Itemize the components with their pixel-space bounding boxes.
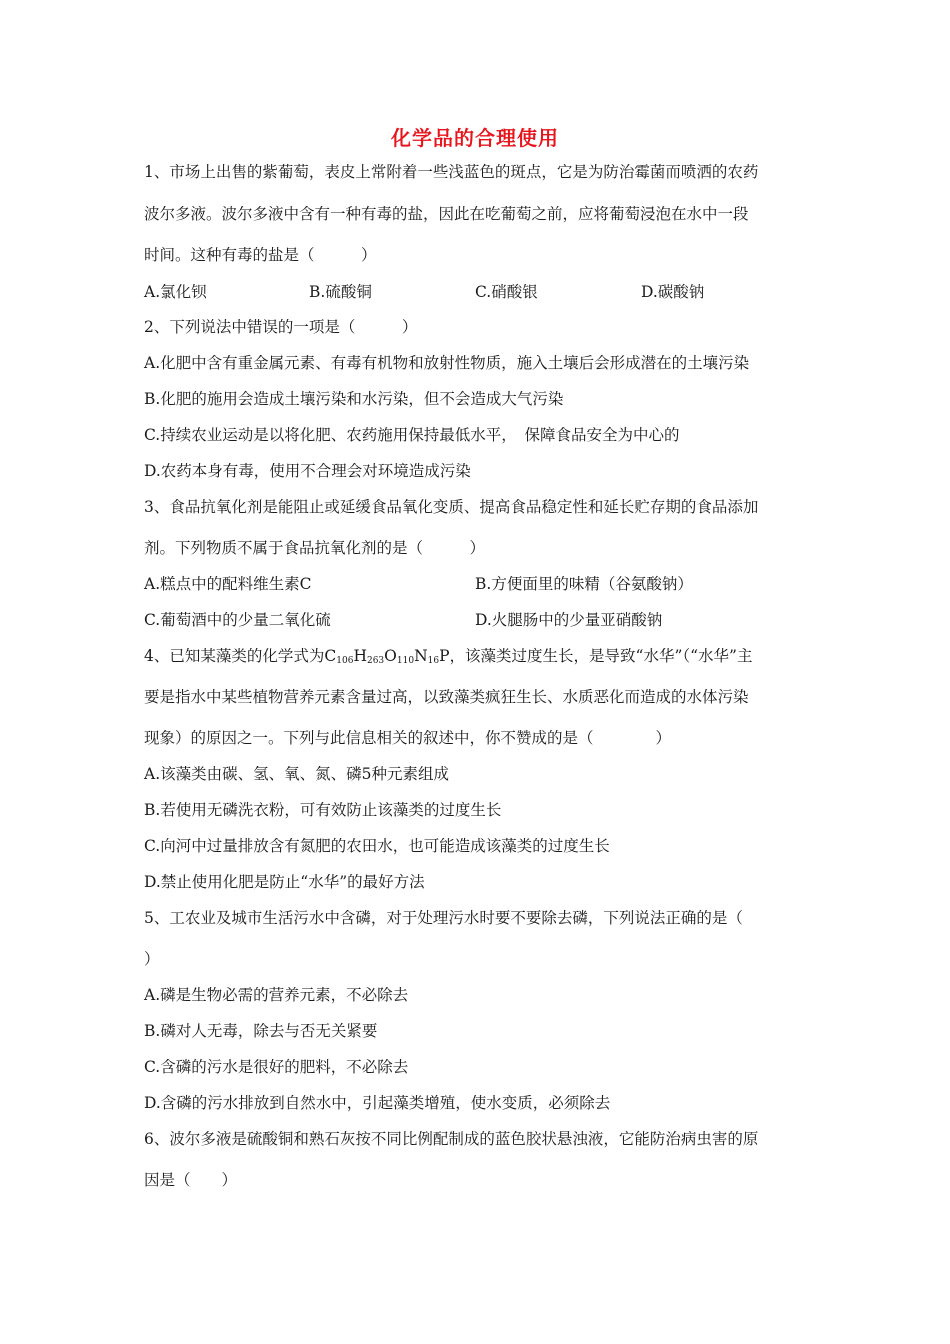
- q4-stem-line-2: 要是指水中某些植物营养元素含量过高，以致藻类疯狂生长、水质恶化而造成的水体污染: [144, 688, 749, 706]
- page-title: 化学品的合理使用: [391, 126, 559, 150]
- q5-option-d: D.含磷的污水排放到自然水中，引起藻类增殖，使水变质，必须除去: [144, 1094, 611, 1112]
- q1-stem-line-2: 波尔多液。波尔多液中含有一种有毒的盐，因此在吃葡萄之前，应将葡萄浸泡在水中一段: [144, 205, 749, 223]
- q4-formula: $C_{106}H_{263}O_{110}N_{16}P$: [324, 647, 450, 666]
- q3-stem-line-1: 3、食品抗氧化剂是能阻止或延缓食品氧化变质、提高食品稳定性和延长贮存期的食品添加: [144, 498, 759, 516]
- q2-option-c: C.持续农业运动是以将化肥、农药施用保持最低水平， 保障食品安全为中心的: [144, 426, 680, 444]
- q1-stem-line-3: 时间。这种有毒的盐是（ ）: [144, 246, 377, 264]
- q1-stem-line-1: 1、市场上出售的紫葡萄，表皮上常附着一些浅蓝色的斑点，它是为防治霉菌而喷洒的农药: [144, 163, 759, 181]
- q1-option-a: A.氯化钡: [144, 283, 207, 301]
- q4-stem-line-3: 现象）的原因之一。下列与此信息相关的叙述中，你不赞成的是（ ）: [144, 729, 672, 747]
- q3-option-c: C.葡萄酒中的少量二氧化硫: [144, 611, 331, 629]
- q6-stem-line-1: 6、波尔多液是硫酸铜和熟石灰按不同比例配制成的蓝色胶状悬浊液，它能防治病虫害的原: [144, 1130, 759, 1148]
- q5-stem-line-1: 5、工农业及城市生活污水中含磷，对于处理污水时要不要除去磷，下列说法正确的是（: [144, 909, 743, 927]
- q1-option-b: B.硫酸铜: [309, 283, 372, 301]
- q1-option-d: D.碳酸钠: [641, 283, 705, 301]
- q1-option-c: C.硝酸银: [475, 283, 538, 301]
- q4-option-b: B.若使用无磷洗衣粉，可有效防止该藻类的过度生长: [144, 801, 502, 819]
- q5-stem-line-2: ）: [144, 950, 160, 968]
- q4-suffix: ，该藻类过度生长，是导致“水华”（“水华”主: [449, 647, 753, 665]
- q5-option-b: B.磷对人无毒，除去与否无关紧要: [144, 1022, 378, 1040]
- q2-stem: 2、下列说法中错误的一项是（ ）: [144, 318, 418, 336]
- q4-option-d: D.禁止使用化肥是防止“水华”的最好方法: [144, 873, 425, 891]
- q4-option-c: C.向河中过量排放含有氮肥的农田水，也可能造成该藻类的过度生长: [144, 837, 610, 855]
- q4-prefix: 4、已知某藻类的化学式为: [144, 647, 325, 665]
- q4-stem-line-1: [144, 646, 752, 671]
- q6-stem-line-2: 因是（ ）: [144, 1171, 238, 1189]
- q2-option-d: D.农药本身有毒，使用不合理会对环境造成污染: [144, 462, 471, 480]
- q5-option-a: A.磷是生物必需的营养元素，不必除去: [144, 986, 409, 1004]
- q2-option-b: B.化肥的施用会造成土壤污染和水污染，但不会造成大气污染: [144, 390, 564, 408]
- q4-option-a: A.该藻类由碳、氢、氧、氮、磷5种元素组成: [144, 765, 449, 783]
- q3-option-d: D.火腿肠中的少量亚硝酸钠: [475, 611, 663, 629]
- q3-option-a: A.糕点中的配料维生素C: [144, 575, 312, 593]
- q5-option-c: C.含磷的污水是很好的肥料，不必除去: [144, 1058, 409, 1076]
- q3-stem-line-2: 剂。下列物质不属于食品抗氧化剂的是（ ）: [144, 539, 486, 557]
- q3-option-b: B.方便面里的味精（谷氨酸钠）: [475, 575, 693, 593]
- q2-option-a: A.化肥中含有重金属元素、有毒有机物和放射性物质，施入土壤后会形成潜在的土壤污染: [144, 354, 750, 372]
